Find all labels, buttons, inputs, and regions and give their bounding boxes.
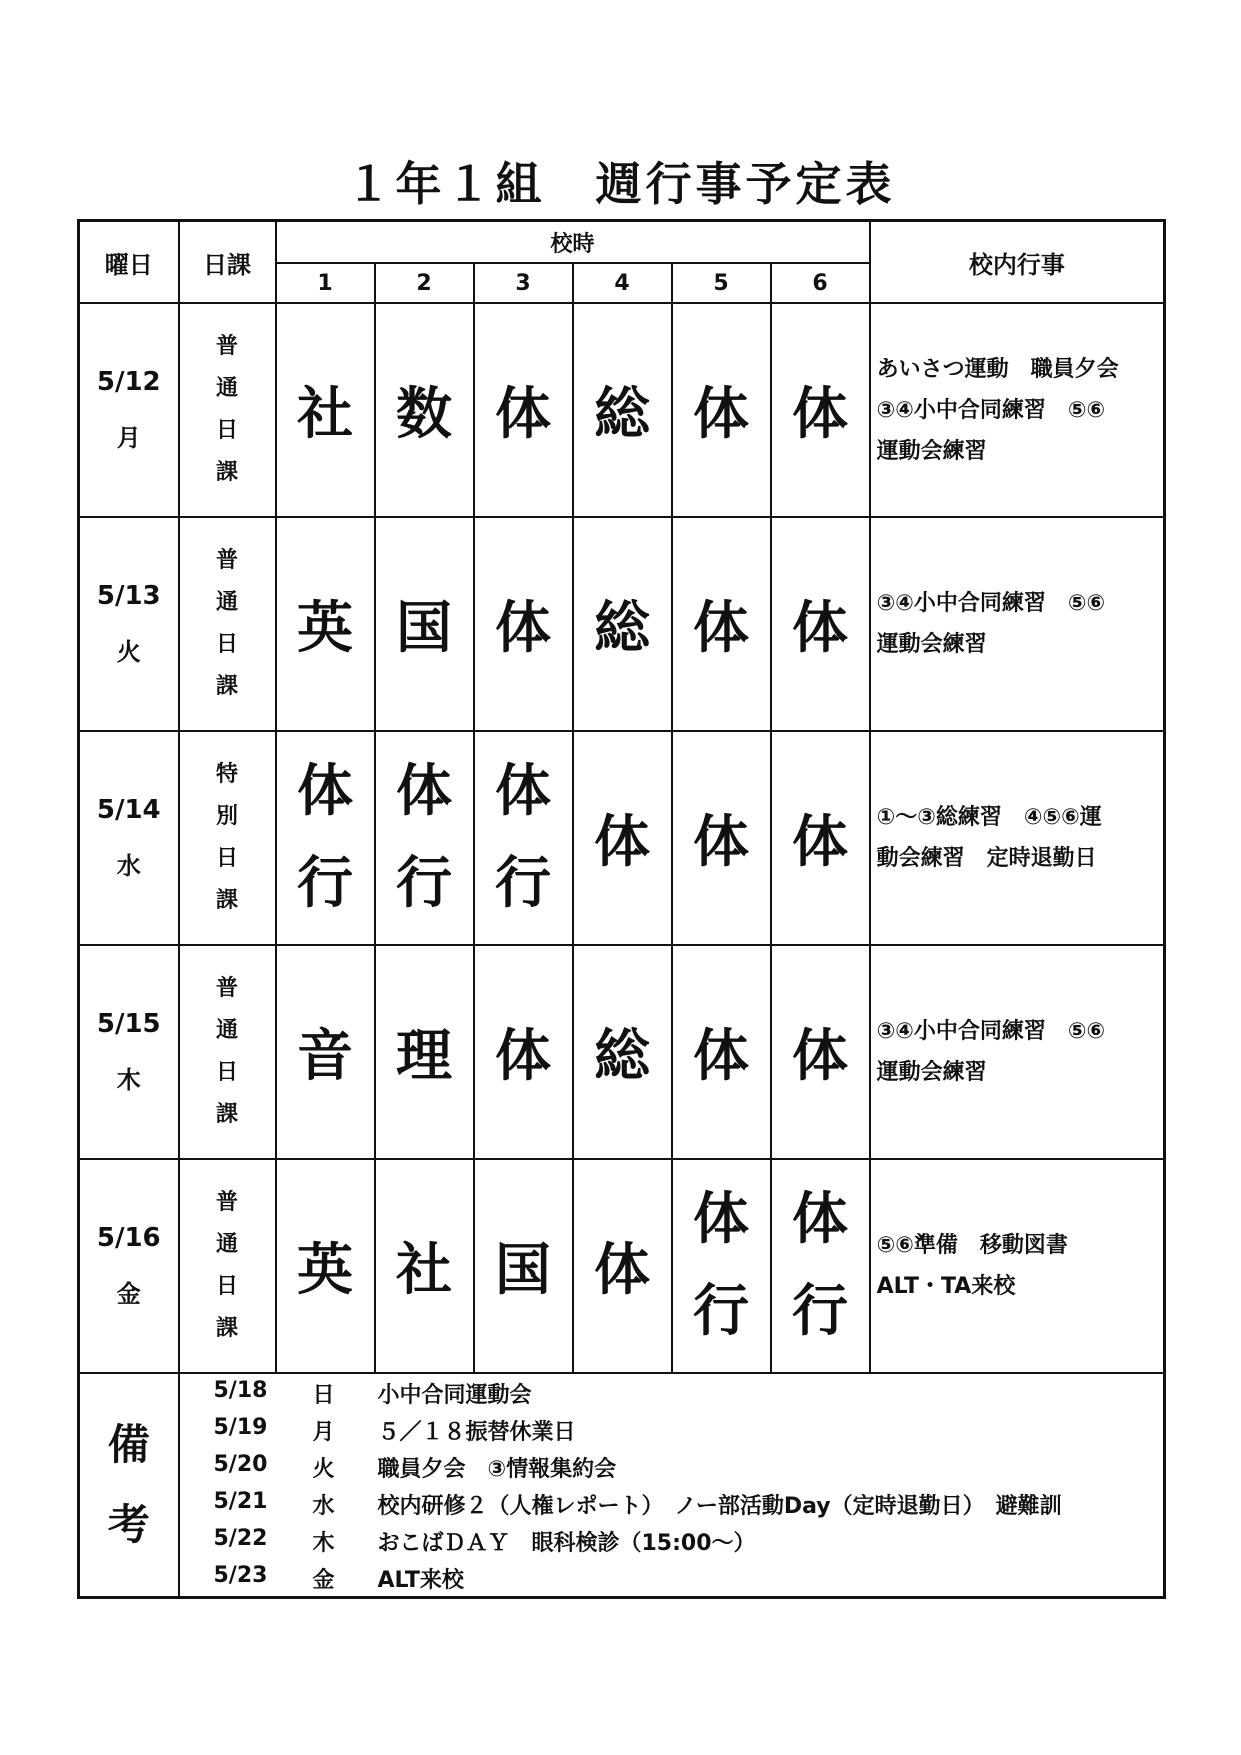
day-date-cell bbox=[79, 517, 179, 731]
day-kind-char: 普 bbox=[215, 976, 238, 1001]
day-kind-char: 普 bbox=[215, 548, 238, 573]
note-item bbox=[180, 1374, 1164, 1411]
period-2-subject bbox=[375, 731, 474, 945]
day-events-cell bbox=[870, 945, 1165, 1159]
day-date: 5/13 bbox=[96, 581, 161, 611]
note-weekday: 木 bbox=[312, 1531, 335, 1556]
day-weekday: 木 bbox=[116, 1066, 141, 1095]
day-kind-cell bbox=[179, 303, 276, 517]
day-date-cell bbox=[79, 1159, 179, 1373]
day-weekday: 金 bbox=[116, 1280, 141, 1309]
subject-char: 英 bbox=[297, 1238, 353, 1303]
header-periods: 校時 bbox=[276, 221, 870, 264]
period-1-subject bbox=[276, 517, 375, 731]
period-2-subject bbox=[375, 517, 474, 731]
period-3-subject bbox=[474, 731, 573, 945]
note-text: 職員夕会 ③情報集約会 bbox=[377, 1457, 617, 1482]
notes-label-char: 備 bbox=[107, 1420, 150, 1469]
day-kind-char: 日 bbox=[215, 846, 238, 871]
period-5-subject bbox=[672, 517, 771, 731]
notes-label-char: 考 bbox=[107, 1500, 150, 1549]
event-line: 運動会練習 bbox=[876, 438, 987, 464]
subject-char: 体 bbox=[693, 1187, 749, 1252]
period-5-subject bbox=[672, 945, 771, 1159]
subject-char: 行 bbox=[495, 851, 551, 916]
event-line: 動会練習 定時退勤日 bbox=[876, 846, 1097, 871]
note-text: ALT来校 bbox=[377, 1568, 464, 1593]
day-kind-cell bbox=[179, 731, 276, 945]
subject-char: 数 bbox=[396, 382, 452, 447]
period-2-subject bbox=[375, 303, 474, 517]
period-6-subject bbox=[771, 303, 870, 517]
subject-char: 体 bbox=[792, 382, 849, 447]
day-kind-char: 日 bbox=[215, 632, 238, 657]
header-kind: 日課 bbox=[179, 221, 276, 304]
day-events-cell bbox=[870, 731, 1165, 945]
note-item bbox=[180, 1522, 1164, 1559]
day-date: 5/16 bbox=[96, 1223, 161, 1253]
day-kind-char: 日 bbox=[215, 418, 238, 443]
day-kind-char: 課 bbox=[215, 888, 238, 913]
notes-list bbox=[179, 1373, 1165, 1598]
day-date: 5/12 bbox=[96, 367, 161, 397]
period-1-subject bbox=[276, 731, 375, 945]
note-date: 5/18 bbox=[213, 1378, 268, 1403]
weekly-schedule-table bbox=[77, 219, 1166, 1599]
day-kind-char: 別 bbox=[215, 804, 238, 829]
note-text: 小中合同運動会 bbox=[377, 1383, 532, 1408]
day-kind-char: 課 bbox=[215, 1102, 238, 1127]
period-3-subject bbox=[474, 517, 573, 731]
period-1-subject bbox=[276, 303, 375, 517]
day-kind-char: 通 bbox=[215, 1018, 238, 1043]
subject-char: 社 bbox=[297, 382, 353, 447]
day-kind-char: 通 bbox=[215, 1232, 238, 1257]
header-period-4: 4 bbox=[573, 263, 672, 303]
day-date-cell bbox=[79, 303, 179, 517]
event-line: ③④小中合同練習 ⑤⑥ bbox=[876, 591, 1106, 616]
event-line: ALT・TA来校 bbox=[876, 1274, 1016, 1299]
day-kind-cell bbox=[179, 945, 276, 1159]
subject-char: 行 bbox=[396, 851, 452, 916]
page-title: １年１組 週行事予定表 bbox=[345, 157, 896, 211]
period-5-subject bbox=[672, 303, 771, 517]
day-date: 5/15 bbox=[96, 1009, 161, 1039]
day-row bbox=[79, 517, 1165, 731]
day-date-cell bbox=[79, 731, 179, 945]
subject-char: 体 bbox=[495, 1024, 551, 1089]
day-row bbox=[79, 1159, 1165, 1373]
subject-char: 体 bbox=[693, 810, 749, 875]
day-events-cell bbox=[870, 517, 1165, 731]
day-kind-char: 普 bbox=[215, 1190, 238, 1215]
subject-char: 理 bbox=[396, 1024, 452, 1089]
subject-char: 国 bbox=[495, 1238, 551, 1303]
subject-char: 英 bbox=[297, 596, 353, 661]
note-item bbox=[180, 1448, 1164, 1485]
event-line: ③④小中合同練習 ⑤⑥ bbox=[876, 1019, 1106, 1044]
note-weekday: 月 bbox=[312, 1420, 335, 1445]
subject-char: 行 bbox=[297, 851, 353, 916]
period-1-subject bbox=[276, 1159, 375, 1373]
subject-char: 体 bbox=[495, 382, 551, 447]
subject-char: 体 bbox=[594, 1238, 650, 1303]
subject-char: 体 bbox=[297, 759, 353, 824]
day-kind-char: 通 bbox=[215, 376, 238, 401]
period-3-subject bbox=[474, 1159, 573, 1373]
subject-char: 総 bbox=[594, 382, 650, 447]
subject-char: 体 bbox=[792, 1024, 849, 1089]
period-4-subject bbox=[573, 517, 672, 731]
subject-char: 行 bbox=[792, 1279, 849, 1344]
day-kind-char: 課 bbox=[215, 460, 238, 485]
day-kind-cell bbox=[179, 517, 276, 731]
note-date: 5/21 bbox=[213, 1489, 268, 1514]
day-kind-char: 通 bbox=[215, 590, 238, 615]
period-3-subject bbox=[474, 303, 573, 517]
note-text: おこばＤＡＹ 眼科検診（15:00～） bbox=[377, 1531, 756, 1556]
period-6-subject bbox=[771, 517, 870, 731]
period-4-subject bbox=[573, 945, 672, 1159]
subject-char: 体 bbox=[792, 1187, 849, 1252]
subject-char: 社 bbox=[396, 1238, 452, 1303]
subject-char: 体 bbox=[792, 810, 849, 875]
day-kind-char: 特 bbox=[215, 762, 238, 787]
header-period-3: 3 bbox=[474, 263, 573, 303]
header-period-2: 2 bbox=[375, 263, 474, 303]
notes-label bbox=[79, 1373, 179, 1598]
note-date: 5/19 bbox=[213, 1415, 268, 1440]
event-line: ⑤⑥準備 移動図書 bbox=[876, 1233, 1068, 1258]
period-6-subject bbox=[771, 731, 870, 945]
header-weekday: 曜日 bbox=[79, 221, 179, 304]
notes-row bbox=[79, 1373, 1165, 1598]
day-kind-char: 日 bbox=[215, 1274, 238, 1299]
day-weekday: 水 bbox=[116, 852, 141, 881]
note-text: ５／１８振替休業日 bbox=[377, 1420, 576, 1445]
period-2-subject bbox=[375, 1159, 474, 1373]
day-row bbox=[79, 731, 1165, 945]
period-3-subject bbox=[474, 945, 573, 1159]
day-kind-char: 普 bbox=[215, 334, 238, 359]
day-date-cell bbox=[79, 945, 179, 1159]
day-kind-cell bbox=[179, 1159, 276, 1373]
note-date: 5/22 bbox=[213, 1526, 268, 1551]
note-item bbox=[180, 1485, 1164, 1522]
note-date: 5/23 bbox=[213, 1563, 268, 1588]
subject-char: 行 bbox=[693, 1279, 749, 1344]
period-5-subject bbox=[672, 731, 771, 945]
event-line: ③④小中合同練習 ⑤⑥ bbox=[876, 397, 1106, 423]
header-period-6: 6 bbox=[771, 263, 870, 303]
period-1-subject bbox=[276, 945, 375, 1159]
period-4-subject bbox=[573, 731, 672, 945]
day-kind-char: 日 bbox=[215, 1060, 238, 1085]
day-weekday: 火 bbox=[116, 638, 141, 667]
subject-char: 体 bbox=[693, 382, 749, 447]
note-weekday: 水 bbox=[312, 1494, 335, 1519]
header-period-5: 5 bbox=[672, 263, 771, 303]
period-2-subject bbox=[375, 945, 474, 1159]
note-text: 校内研修２（人権レポート） ノー部活動Day（定時退勤日） 避難訓 bbox=[377, 1494, 1062, 1519]
subject-char: 体 bbox=[396, 759, 452, 824]
day-weekday: 月 bbox=[116, 424, 141, 453]
day-row bbox=[79, 945, 1165, 1159]
subject-char: 総 bbox=[594, 596, 650, 661]
subject-char: 体 bbox=[495, 759, 551, 824]
period-4-subject bbox=[573, 303, 672, 517]
header-events: 校内行事 bbox=[870, 221, 1165, 304]
note-weekday: 日 bbox=[312, 1383, 335, 1408]
day-kind-char: 課 bbox=[215, 674, 238, 699]
note-item bbox=[180, 1559, 1164, 1596]
event-line: 運動会練習 bbox=[876, 1060, 987, 1085]
subject-char: 体 bbox=[693, 1024, 749, 1089]
header-period-1: 1 bbox=[276, 263, 375, 303]
subject-char: 体 bbox=[594, 810, 650, 875]
period-5-subject bbox=[672, 1159, 771, 1373]
subject-char: 体 bbox=[693, 596, 749, 661]
note-date: 5/20 bbox=[213, 1452, 268, 1477]
note-weekday: 火 bbox=[312, 1457, 335, 1482]
subject-char: 国 bbox=[396, 596, 452, 661]
subject-char: 音 bbox=[297, 1024, 353, 1089]
note-weekday: 金 bbox=[312, 1568, 335, 1593]
day-row bbox=[79, 303, 1165, 517]
day-date: 5/14 bbox=[96, 795, 161, 825]
period-6-subject bbox=[771, 945, 870, 1159]
day-events-cell bbox=[870, 303, 1165, 517]
day-kind-char: 課 bbox=[215, 1316, 238, 1341]
day-events-cell bbox=[870, 1159, 1165, 1373]
event-line: 運動会練習 bbox=[876, 632, 987, 657]
event-line: あいさつ運動 職員夕会 bbox=[876, 356, 1119, 382]
note-item bbox=[180, 1411, 1164, 1448]
subject-char: 体 bbox=[495, 596, 551, 661]
period-6-subject bbox=[771, 1159, 870, 1373]
subject-char: 体 bbox=[792, 596, 849, 661]
event-line: ①～③総練習 ④⑤⑥運 bbox=[876, 805, 1102, 830]
subject-char: 総 bbox=[594, 1024, 650, 1089]
period-4-subject bbox=[573, 1159, 672, 1373]
